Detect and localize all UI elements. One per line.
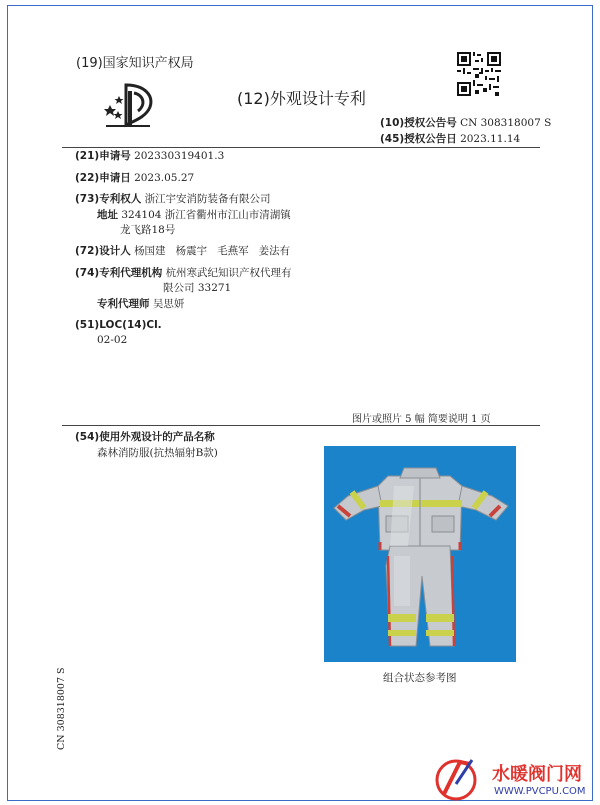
cnipa-logo-icon — [104, 81, 158, 129]
address-line-1: 324104 浙江省衢州市江山市清湖镇 — [121, 209, 291, 221]
address-line-2: 龙飞路18号 — [120, 224, 176, 236]
side-patent-number: CN 308318007 S — [56, 667, 67, 750]
agency-row — [75, 266, 292, 281]
loc-label-text: (51)LOC(14)Cl. — [75, 319, 162, 331]
agent-row — [97, 297, 184, 312]
product-label-text: (54)使用外观设计的产品名称 — [75, 431, 215, 443]
application-number: 202330319401.3 — [134, 150, 225, 162]
watermark-url: WWW.PVCPU.COM — [494, 786, 586, 797]
designers: 杨国建 杨震宇 毛燕军 姜法有 — [134, 245, 291, 257]
product-name-label — [75, 430, 215, 445]
loc-classification: 02-02 — [97, 334, 128, 346]
photo-caption: 组合状态参考图 — [383, 672, 457, 684]
section-divider — [62, 425, 540, 426]
designer-label: (72)设计人 — [75, 245, 131, 257]
address-row — [97, 208, 291, 223]
patentee-row — [75, 192, 271, 207]
address-label: 地址 — [97, 209, 118, 221]
publication-info — [380, 115, 551, 147]
qr-code-icon — [457, 52, 501, 96]
agent: 吴思妍 — [152, 298, 185, 310]
application-date-row — [75, 171, 194, 186]
agency-label: (74)专利代理机构 — [75, 267, 163, 279]
header-divider — [62, 147, 540, 148]
fire-suit-illustration — [324, 446, 516, 662]
loc-classification-label — [75, 318, 162, 333]
designer-row — [75, 244, 290, 259]
office-name: (19)国家知识产权局 — [76, 56, 194, 71]
grant-date-label: (45)授权公告日 — [380, 133, 457, 145]
application-date: 2023.05.27 — [134, 172, 195, 184]
product-name: 森林消防服(抗热辐射B款) — [97, 447, 218, 459]
product-photo — [324, 446, 516, 662]
document-type-title: (12)外观设计专利 — [237, 89, 366, 108]
application-number-label: (21)申请号 — [75, 150, 131, 162]
patentee-label: (73)专利权人 — [75, 193, 142, 205]
pages-note: 图片或照片 5 幅 简要说明 1 页 — [352, 414, 491, 425]
application-number-row — [75, 149, 224, 164]
patentee: 浙江宇安消防装备有限公司 — [144, 193, 271, 205]
watermark-name: 水暖阀门网 — [492, 764, 582, 785]
application-date-label: (22)申请日 — [75, 172, 131, 184]
agency-line-2: 限公司 33271 — [163, 282, 232, 294]
grant-date: 2023.11.14 — [460, 133, 521, 145]
agent-label: 专利代理师 — [97, 298, 150, 310]
grant-number: CN 308318007 S — [460, 117, 552, 129]
agency-line-1: 杭州寒武纪知识产权代理有 — [165, 267, 292, 279]
grant-number-label: (10)授权公告号 — [380, 117, 457, 129]
